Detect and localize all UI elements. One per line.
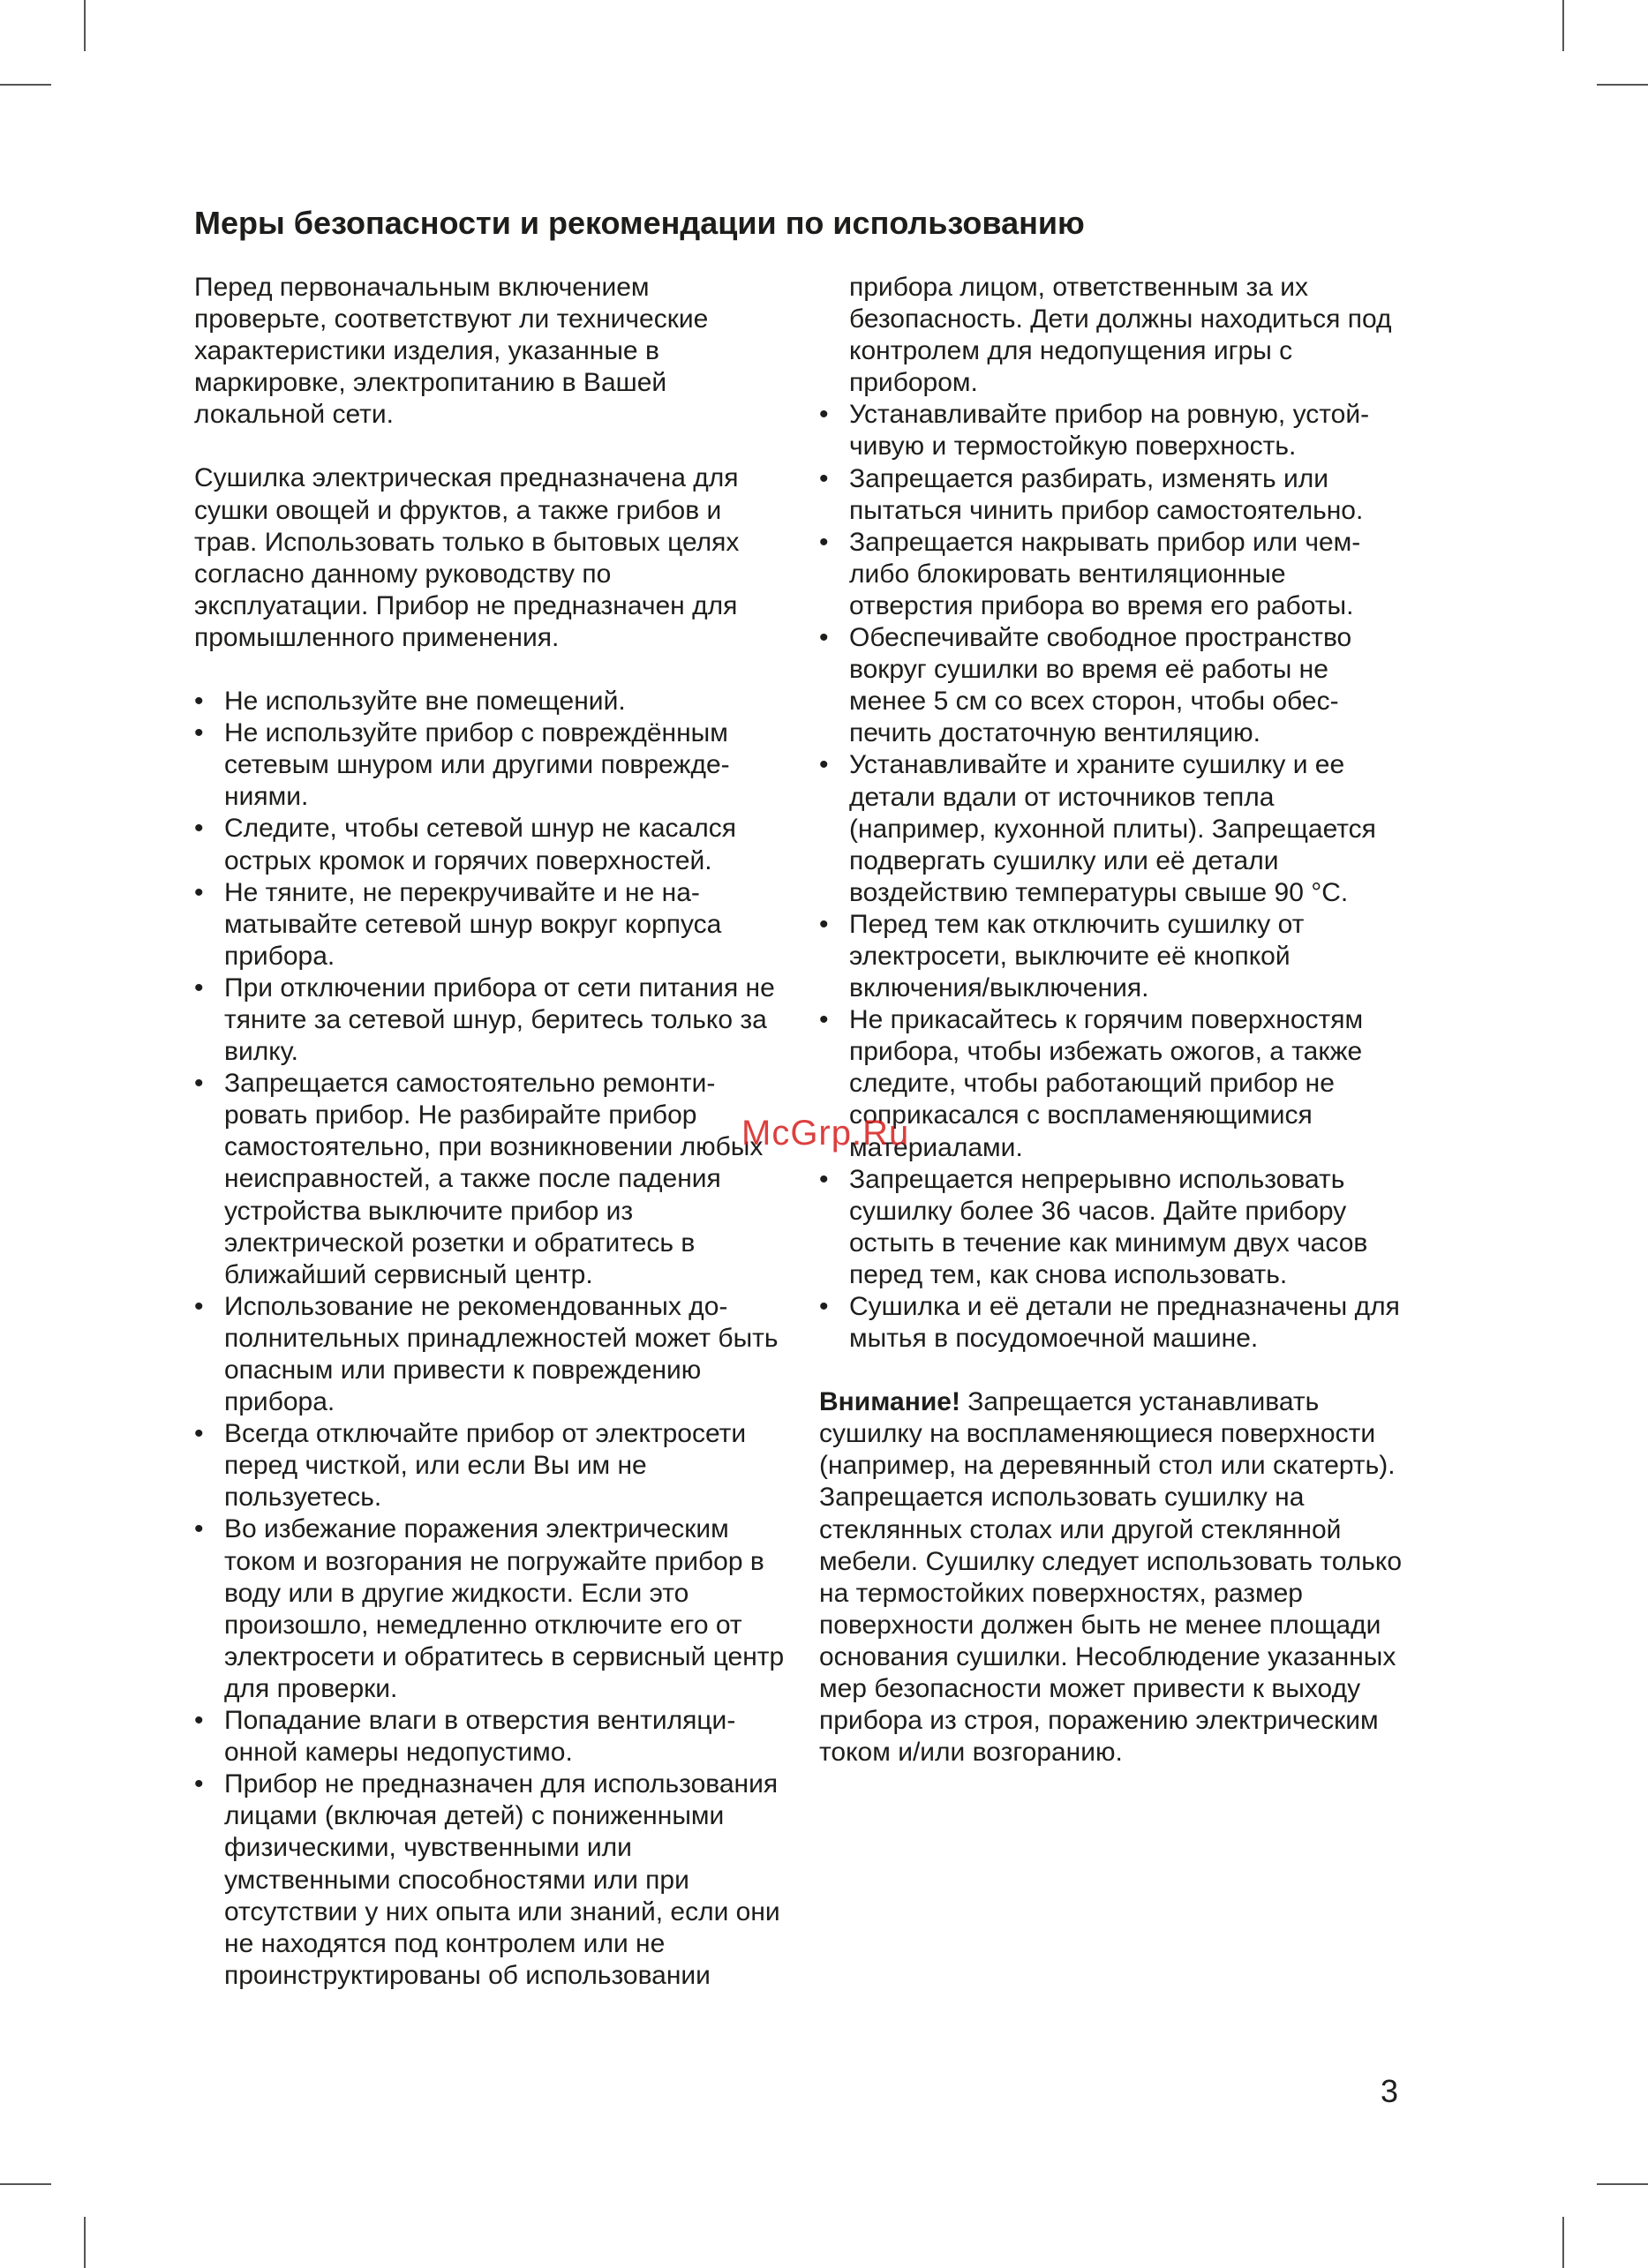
- warning-label: Внимание!: [819, 1387, 960, 1417]
- bullet-icon: •: [194, 1291, 204, 1321]
- crop-mark-right-bottom: [1597, 2183, 1648, 2185]
- list-item: [194, 877, 786, 973]
- bullet-icon: •: [819, 400, 829, 430]
- list-item-text: Обеспечивайте свободное пространство вокруг сушилки во время её работы не менее 5 см со всех сторон, чтобы обеспечить достаточную вентиляцию.: [849, 623, 1352, 748]
- bullet-icon: •: [819, 750, 829, 780]
- bullet-icon: •: [819, 1292, 829, 1321]
- bullet-icon: •: [819, 463, 829, 493]
- bullet-icon: •: [194, 1069, 204, 1099]
- list-item-text: Не используйте прибор с повреждённым сетевым шнуром или другими повреждениями.: [224, 718, 730, 812]
- list-item: [194, 1513, 786, 1705]
- list-item-text: Запрещается непрерывно использовать сушилку более 36 часов. Дайте прибору остыть в течение как минимум двух часов перед тем, как снова использовать.: [849, 1164, 1368, 1289]
- warning-text: Запрещается устанавливать сушилку на воспламеняющиеся поверхности (например, на деревянный стол или скатерть). Запрещается использовать сушилку на стеклянных столах или другой стеклянной мебели. Сушилку следует использовать только на термостойких поверхностях, размер поверхности должен быть не менее площади основания сушилки. Несоблюдение указанных мер безопасности может привести к выходу прибора из строя, поражению электрическим током и/или возгоранию.: [819, 1387, 1402, 1768]
- list-item-text: Не тяните, не перекручивайте и не наматывайте сетевой шнур вокруг корпуса прибора.: [224, 877, 722, 971]
- intro-paragraph-1: Перед первоначальным включением проверьте, соответствуют ли технические характеристики изделия, указанные в маркировке, электропитанию в Вашей локальной сети.: [194, 273, 709, 430]
- list-item: [819, 399, 1411, 462]
- right-column: [819, 272, 1411, 1800]
- crop-mark-left-top: [0, 84, 51, 86]
- warning-paragraph: [819, 1386, 1411, 1769]
- list-item: [819, 527, 1411, 622]
- list-item: [819, 622, 1411, 749]
- list-item: [194, 973, 786, 1068]
- bullet-icon: •: [194, 718, 204, 748]
- bullet-icon: •: [194, 1706, 204, 1736]
- list-item: [819, 749, 1411, 908]
- watermark: McGrp.Ru: [741, 1114, 910, 1153]
- crop-mark-bottom-right: [1562, 2217, 1564, 2268]
- list-item: [194, 717, 786, 813]
- list-item-text: Устанавливайте и храните сушилку и ее детали вдали от источников тепла (например, кухонной плиты). Запрещается подвергать сушилку или её детали воздействию температуры свыше 90 °С.: [849, 750, 1376, 907]
- list-item: [194, 1291, 786, 1418]
- list-item-text: Перед тем как отключить сушилку от электросети, выключите её кнопкой включения/выключения.: [849, 909, 1305, 1003]
- bullet-icon: •: [819, 1164, 829, 1194]
- list-item-text: Всегда отключайте прибор от электросети перед чисткой, или если Вы им не пользуетесь.: [224, 1419, 747, 1513]
- bullet-icon: •: [819, 527, 829, 557]
- crop-mark-left-bottom: [0, 2183, 51, 2185]
- bullet-icon: •: [194, 814, 204, 844]
- crop-mark-top-left: [84, 0, 86, 51]
- list-item: [819, 909, 1411, 1004]
- list-item-text: Прибор не предназначен для использования лицами (включая детей) с пониженными физическими, чувственными или умственными способностями или при отсутствии у них опыта или знаний, если они не находятся под контролем или не проинструктированы об использовании: [224, 1769, 780, 1990]
- bullet-icon: •: [819, 623, 829, 653]
- list-item-text: Запрещается самостоятельно ремонтировать прибор. Не разбирайте прибор самостоятельно, при возникновении любых неисправностей, а также после падения устройства выключите прибор из электрической розетки и обратитесь в ближайший сервисный центр.: [224, 1069, 764, 1289]
- bullet-icon: •: [194, 1769, 204, 1799]
- list-item-text: Не используйте вне помещений.: [224, 687, 626, 717]
- bullet-icon: •: [194, 1514, 204, 1544]
- intro-paragraph-2: Сушилка электрическая предназначена для сушки овощей и фруктов, а также грибов и трав. Использовать только в бытовых целях согласно данному руководству по эксплуатации. Прибор не предназначен для промышленного применения.: [194, 463, 740, 652]
- list-item: [819, 1164, 1411, 1291]
- list-item: [194, 686, 786, 717]
- page-number: 3: [1381, 2073, 1399, 2109]
- list-item: [194, 1418, 786, 1513]
- list-item: [819, 463, 1411, 527]
- left-column: [194, 272, 786, 2024]
- safety-list-right: [819, 399, 1411, 1355]
- list-item-text: Использование не рекомендованных дополнительных принадлежностей может быть опасным или привести к повреждению прибора.: [224, 1291, 779, 1417]
- list-item: [194, 1705, 786, 1769]
- list-item-text: Не прикасайтесь к горячим поверхностям прибора, чтобы избежать ожогов, а также следите, чтобы работающий прибор не соприкасался с воспламеняющимися материалами.: [849, 1005, 1364, 1162]
- bullet-icon: •: [819, 1005, 829, 1035]
- crop-mark-bottom-left: [84, 2217, 86, 2268]
- list-item: [194, 1068, 786, 1291]
- crop-mark-top-right: [1562, 0, 1564, 51]
- bullet-icon: •: [819, 909, 829, 939]
- crop-mark-right-top: [1597, 84, 1648, 86]
- list-item: [819, 1291, 1411, 1355]
- bullet-icon: •: [194, 973, 204, 1003]
- list-item-text: При отключении прибора от сети питания не тяните за сетевой шнур, беритесь только за вилку.: [224, 973, 775, 1067]
- safety-list-left: [194, 686, 786, 1992]
- bullet-icon: •: [194, 687, 204, 717]
- list-item-text: Запрещается разбирать, изменять или пытаться чинить прибор самостоятельно.: [849, 463, 1364, 525]
- page-title: Меры безопасности и рекомендации по использованию: [194, 205, 1085, 241]
- list-item-text: Сушилка и её детали не предназначены для мытья в посудомоечной машине.: [849, 1292, 1400, 1354]
- list-item-text: Запрещается накрывать прибор или чем-либо блокировать вентиляционные отверстия прибора во время его работы.: [849, 527, 1361, 620]
- list-item-text: Попадание влаги в отверстия вентиляционной камеры недопустимо.: [224, 1706, 736, 1768]
- list-item: [194, 1769, 786, 1992]
- bullet-icon: •: [194, 1419, 204, 1449]
- list-item: [194, 813, 786, 876]
- list-item-text: Устанавливайте прибор на ровную, устойчивую и термостойкую поверхность.: [849, 400, 1370, 462]
- list-item-text: Следите, чтобы сетевой шнур не касался острых кромок и горячих поверхностей.: [224, 814, 736, 875]
- bullet-icon: •: [194, 877, 204, 907]
- list-item-text: Во избежание поражения электрическим током и возгорания не погружайте прибор в воду или в другие жидкости. Если это произошло, немедленно отключите его от электросети и обратитесь в сервисный центр для проверки.: [224, 1514, 785, 1703]
- continuation-paragraph: прибора лицом, ответственным за их безопасность. Дети должны находиться под контролем для недопущения игры с прибором.: [849, 273, 1392, 398]
